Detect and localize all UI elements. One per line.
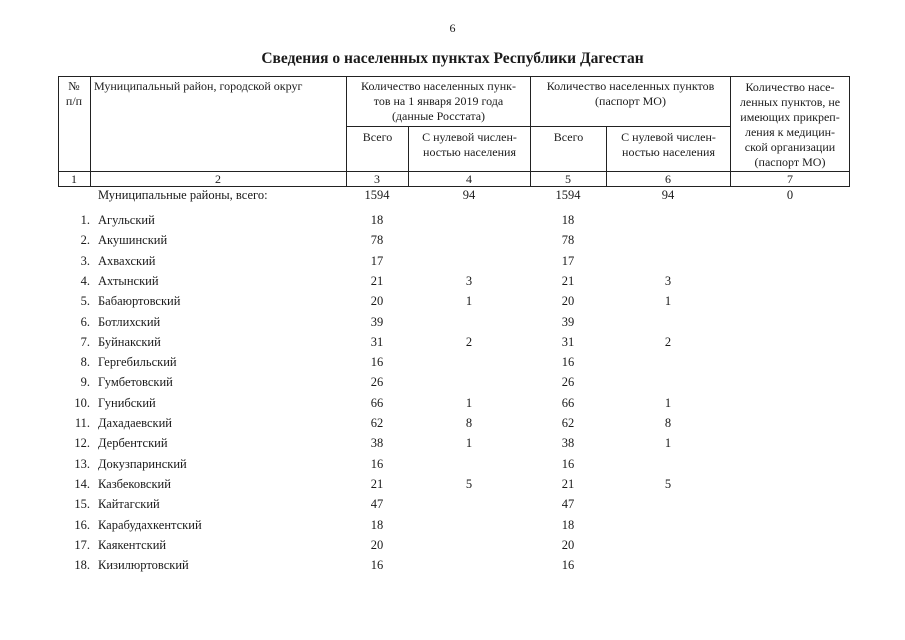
row-district: Ботлихский (98, 314, 161, 329)
column-number-3: 3 (374, 172, 380, 186)
row-zero-passport: 2 (664, 334, 672, 349)
row-district: Гунибский (98, 395, 156, 410)
row-total-rosstat: 17 (370, 253, 384, 268)
row-zero-passport: 5 (664, 476, 672, 491)
row-zero-rosstat: 5 (465, 476, 473, 491)
summary-row (58, 188, 850, 208)
page-number: 6 (449, 21, 456, 35)
row-zero-passport: 1 (664, 436, 672, 451)
summary-total-rosstat: 1594 (364, 188, 390, 202)
header-top-border (58, 76, 850, 77)
row-number: 6. (80, 314, 90, 329)
summary-zero-passport: 94 (661, 188, 675, 202)
header-col-name: Муниципальный район, городской округ (94, 79, 303, 93)
row-zero-passport: 8 (664, 416, 672, 430)
row-total-rosstat: 39 (370, 314, 384, 329)
row-number: 17. (74, 537, 90, 552)
row-total-rosstat: 66 (370, 395, 384, 410)
row-number: 11. (74, 416, 90, 430)
header-zero-passport: С нулевой числен- ностью населения (621, 130, 716, 159)
row-number: 10. (74, 395, 90, 410)
row-total-rosstat: 20 (370, 294, 384, 309)
summary-total-passport: 1594 (555, 188, 581, 202)
row-total-passport: 78 (561, 233, 575, 248)
header-total-rosstat: Всего (362, 130, 393, 144)
row-total-rosstat: 16 (370, 456, 384, 471)
summary-no-medical: 0 (786, 188, 794, 202)
column-number-1: 1 (71, 172, 77, 186)
row-district: Кизилюртовский (98, 558, 189, 573)
row-number: 18. (74, 558, 90, 573)
row-zero-rosstat: 1 (465, 436, 473, 451)
row-number: 3. (80, 253, 90, 268)
table-row (58, 396, 850, 416)
table-header (58, 76, 850, 186)
row-total-rosstat: 62 (370, 416, 384, 430)
row-total-rosstat: 26 (370, 375, 384, 390)
row-total-passport: 21 (561, 273, 575, 288)
table-row (58, 416, 850, 436)
row-zero-passport: 3 (664, 273, 672, 288)
row-zero-passport: 1 (664, 294, 672, 309)
table-row (58, 497, 850, 517)
row-total-passport: 16 (561, 558, 575, 573)
table-row (58, 355, 850, 375)
row-total-passport: 17 (561, 253, 575, 268)
row-district: Бабаюртовский (98, 294, 181, 309)
table-row (58, 477, 850, 497)
row-number: 14. (74, 476, 90, 491)
row-zero-rosstat: 1 (465, 294, 473, 309)
row-total-passport: 18 (561, 213, 575, 227)
row-district: Дахадаевский (98, 416, 172, 430)
header-divider-1 (90, 76, 91, 187)
column-number-7: 7 (787, 172, 793, 186)
row-total-rosstat: 20 (370, 537, 384, 552)
row-number: 4. (80, 273, 90, 288)
row-number: 1. (80, 213, 90, 227)
row-total-rosstat: 18 (370, 213, 384, 227)
table-row (58, 213, 850, 233)
row-total-passport: 62 (561, 416, 575, 430)
row-district: Агульский (98, 213, 155, 227)
header-col7: Количество насе- ленных пунктов, не имеющих прикреп- ления к медицин- ской организации (паспорт МО) (739, 80, 841, 169)
row-total-passport: 18 (561, 517, 575, 532)
table-row (58, 436, 850, 456)
row-total-passport: 20 (561, 294, 575, 309)
row-total-passport: 21 (561, 476, 575, 491)
row-district: Буйнакский (98, 334, 161, 349)
row-district: Каякентский (98, 537, 167, 552)
header-group-passport: Количество населенных пунктов (паспорт МО) (546, 79, 715, 108)
row-total-rosstat: 38 (370, 436, 384, 451)
row-district: Докузпаринский (98, 456, 187, 471)
row-zero-rosstat: 3 (465, 273, 473, 288)
table-row (58, 274, 850, 294)
table-row (58, 294, 850, 314)
row-total-passport: 20 (561, 537, 575, 552)
row-total-rosstat: 21 (370, 273, 384, 288)
row-zero-rosstat: 8 (465, 416, 473, 430)
header-total-passport: Всего (553, 130, 584, 144)
table-row (58, 538, 850, 558)
row-number: 5. (80, 294, 90, 309)
row-total-passport: 31 (561, 334, 575, 349)
row-district: Гумбетовский (98, 375, 173, 390)
table-row (58, 254, 850, 274)
row-district: Кайтагский (98, 497, 160, 512)
column-number-2: 2 (215, 172, 221, 186)
row-zero-rosstat: 1 (465, 395, 473, 410)
table-row (58, 518, 850, 538)
row-number: 8. (80, 355, 90, 370)
table-row (58, 375, 850, 395)
row-total-passport: 47 (561, 497, 575, 512)
row-total-passport: 39 (561, 314, 575, 329)
header-right-border (849, 76, 850, 187)
row-total-passport: 38 (561, 436, 575, 451)
row-district: Ахвахский (98, 253, 156, 268)
row-district: Акушинский (98, 233, 168, 248)
column-number-6: 6 (665, 172, 671, 186)
column-number-5: 5 (565, 172, 571, 186)
header-col-num: № п/п (65, 79, 83, 108)
header-group-rosstat: Количество населенных пунк- тов на 1 января 2019 года (данные Росстата) (361, 79, 516, 123)
column-number-4: 4 (466, 172, 472, 186)
table-row (58, 558, 850, 578)
row-total-passport: 16 (561, 355, 575, 370)
row-total-rosstat: 16 (370, 355, 384, 370)
row-number: 13. (74, 456, 90, 471)
row-total-rosstat: 18 (370, 517, 384, 532)
row-number: 2. (80, 233, 90, 248)
table-row (58, 457, 850, 477)
row-district: Карабудахкентский (98, 517, 202, 532)
row-number: 7. (80, 334, 90, 349)
row-total-passport: 66 (561, 395, 575, 410)
row-total-rosstat: 78 (370, 233, 384, 248)
document-title: Сведения о населенных пунктах Республики Дагестан (261, 50, 644, 67)
row-total-passport: 26 (561, 375, 575, 390)
row-number: 15. (74, 497, 90, 512)
header-zero-rosstat: С нулевой числен- ностью населения (422, 130, 517, 159)
row-district: Казбековский (98, 476, 171, 491)
row-total-rosstat: 47 (370, 497, 384, 512)
row-zero-rosstat: 2 (465, 334, 473, 349)
row-number: 16. (74, 517, 90, 532)
header-group-divider (346, 126, 730, 127)
summary-zero-rosstat: 94 (462, 188, 476, 202)
row-zero-passport: 1 (664, 395, 672, 410)
row-district: Дербентский (98, 436, 168, 451)
table-row (58, 335, 850, 355)
row-district: Ахтынский (98, 273, 159, 288)
row-number: 12. (74, 436, 90, 451)
summary-label: Муниципальные районы, всего: (98, 188, 268, 202)
table-row (58, 315, 850, 335)
row-total-rosstat: 31 (370, 334, 384, 349)
row-total-passport: 16 (561, 456, 575, 471)
row-total-rosstat: 16 (370, 558, 384, 573)
row-total-rosstat: 21 (370, 476, 384, 491)
row-number: 9. (80, 375, 90, 390)
table-row (58, 233, 850, 253)
row-district: Гергебильский (98, 355, 177, 370)
